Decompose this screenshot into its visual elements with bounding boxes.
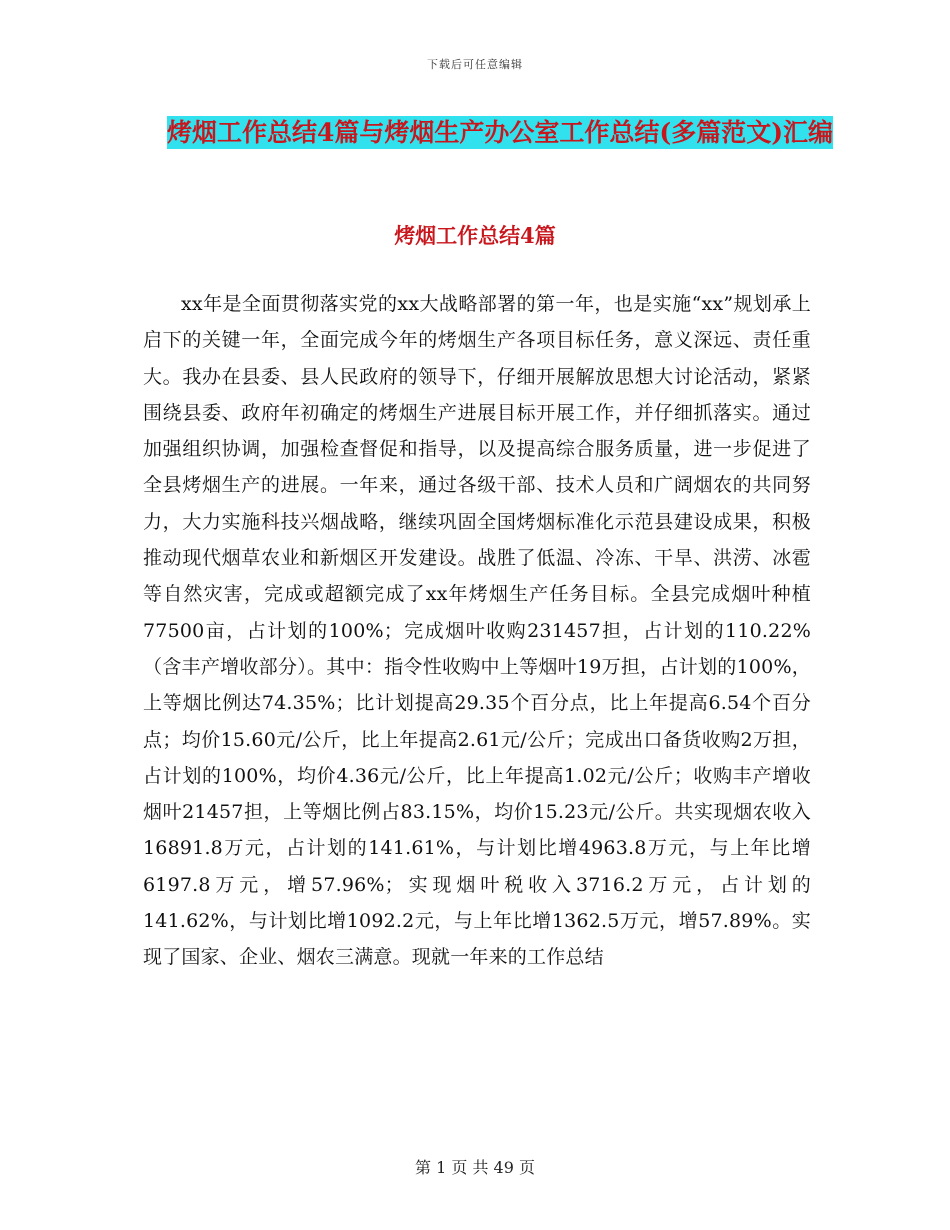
section-title: 烤烟工作总结4篇: [394, 223, 556, 248]
page-number-footer: 第 1 页 共 49 页: [415, 1158, 535, 1177]
document-title-text: 烤烟工作总结4篇与烤烟生产办公室工作总结(多篇范文)汇编: [166, 118, 834, 147]
body-paragraph: xx年是全面贯彻落实党的xx大战略部署的第一年，也是实施“xx”规划承上启下的关键一年，全面完成今年的烤烟生产各项目标任务，意义深远、责任重大。我办在县委、县人民政府的领导下，仔细开展解放思想大讨论活动，紧紧围绕县委、政府年初确定的烤烟生产进展目标开展工作，并仔细抓落实。通过加强组织协调，加强检查督促和指导，以及提高综合服务质量，进一步促进了全县烤烟生产的进展。一年来，通过各级干部、技术人员和广阔烟农的共同努力，大力实施科技兴烟战略，继续巩固全国烤烟标准化示范县建设成果，积极推动现代烟草农业和新烟区开发建设。战胜了低温、冷冻、干旱、洪涝、冰雹等自然灾害，完成或超额完成了xx年烤烟生产任务目标。全县完成烟叶种植77500亩，占计划的100%；完成烟叶收购231457担，占计划的110.22%（含丰产增收部分）。其中：指令性收购中上等烟叶19万担，占计划的100%，上等烟比例达74.35%；比计划提高29.35个百分点，比上年提高6.54个百分点；均价15.60元/公斤，比上年提高2.61元/公斤；完成出口备货收购2万担，占计划的100%，均价4.36元/公斤，比上年提高1.02元/公斤；收购丰产增收烟叶21457担，上等烟比例占83.15%，均价15.23元/公斤。共实现烟农收入16891.8万元，占计划的141.61%，与计划比增4963.8万元，与上年比增6197.8万元，增57.96%；实现烟叶税收入3716.2万元，占计划的141.62%，与计划比增1092.2元，与上年比增1362.5万元，增57.89%。实现了国家、企业、烟农三满意。现就一年来的工作总结: [143, 293, 811, 969]
header-note: 下载后可任意编辑: [427, 58, 523, 71]
document-title: [150, 108, 850, 157]
